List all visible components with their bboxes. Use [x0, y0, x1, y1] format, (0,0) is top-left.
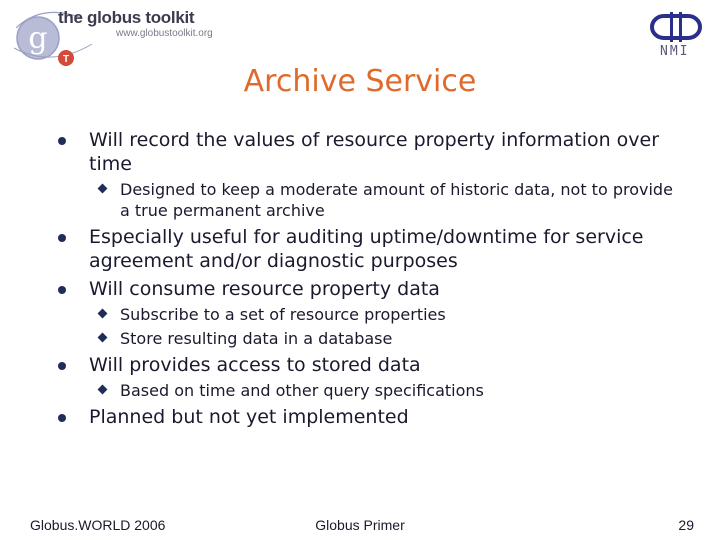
- bullet-text: Will record the values of resource property information over time: [89, 129, 660, 175]
- slide-title: Archive Service: [243, 64, 477, 99]
- bullet-dot-icon: [58, 234, 66, 242]
- sub-bullet-text: Store resulting data in a database: [120, 329, 393, 348]
- bullet-diamond-icon: [98, 309, 108, 319]
- sub-bullet-text: Designed to keep a moderate amount of historic data, not to provide a true permanent archive: [120, 180, 673, 220]
- footer-event: Globus.WORLD 2006: [30, 517, 166, 533]
- bullet-diamond-icon: [98, 184, 108, 194]
- bullet-text: Will consume resource property data: [89, 278, 440, 300]
- bullet-list: [0, 128, 720, 429]
- bullet-text: Will provides access to stored data: [89, 354, 421, 376]
- brand-name: the globus toolkit: [58, 8, 195, 27]
- svg-text:g: g: [28, 21, 48, 56]
- bullet-item: [0, 128, 720, 176]
- footer-title: Globus Primer: [315, 517, 405, 533]
- svg-text:T: T: [62, 54, 70, 65]
- brand-url: www.globustoolkit.org: [116, 28, 213, 39]
- nmi-emblem-icon: [650, 12, 702, 42]
- bullet-dot-icon: [58, 137, 66, 145]
- bullet-item: [0, 225, 720, 273]
- nmi-logo: [650, 12, 702, 68]
- bullet-dot-icon: [58, 362, 66, 370]
- sub-bullet-item: [0, 304, 720, 325]
- sub-bullet-item: [0, 179, 720, 221]
- page-number: 29: [678, 517, 694, 533]
- bullet-dot-icon: [58, 286, 66, 294]
- bullet-diamond-icon: [98, 333, 108, 343]
- bullet-diamond-icon: [98, 385, 108, 395]
- sub-bullet-text: Subscribe to a set of resource properties: [120, 305, 446, 324]
- bullet-text: Especially useful for auditing uptime/downtime for service agreement and/or diagnostic purposes: [89, 226, 644, 272]
- bullet-item: [0, 277, 720, 301]
- bullet-item: [0, 405, 720, 429]
- sub-bullet-item: [0, 328, 720, 349]
- sub-bullet-item: [0, 380, 720, 401]
- bullet-dot-icon: [58, 414, 66, 422]
- sub-bullet-text: Based on time and other query specifications: [120, 381, 484, 400]
- nmi-logo-text: NMI: [660, 44, 690, 59]
- bullet-text: Planned but not yet implemented: [89, 406, 409, 428]
- bullet-item: [0, 353, 720, 377]
